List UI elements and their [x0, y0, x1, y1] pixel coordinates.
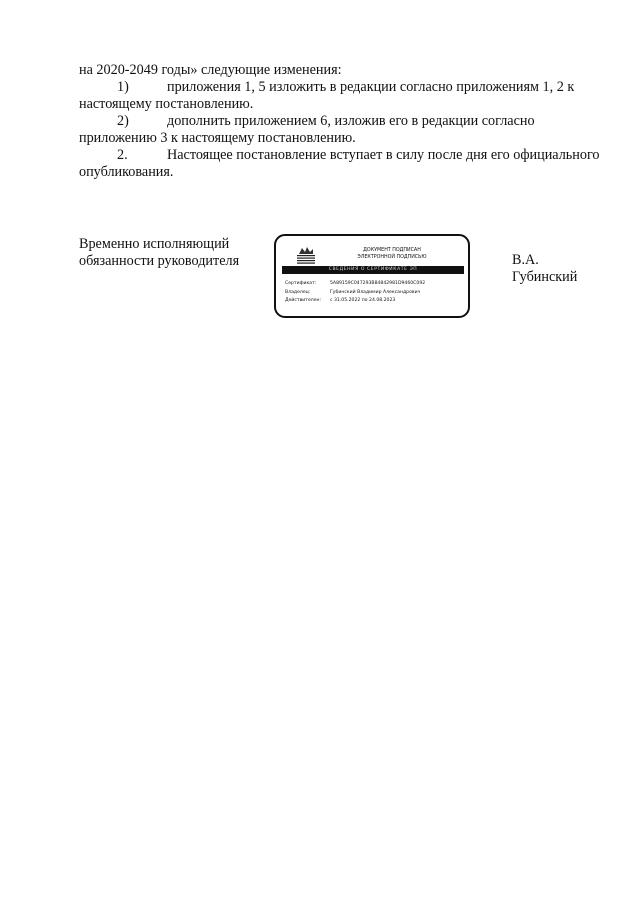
paragraph-item-2 — [79, 113, 609, 130]
stamp-title: ДОКУМЕНТ ПОДПИСАН ЭЛЕКТРОННОЙ ПОДПИСЬЮ — [357, 248, 427, 260]
coat-of-arms-icon — [296, 245, 316, 265]
item-3-line-2: опубликования. — [79, 164, 174, 180]
paragraph-item-1 — [79, 79, 609, 96]
item-1-line-1: приложения 1, 5 изложить в редакции согласно приложениям 1, 2 к — [167, 79, 575, 95]
paragraph-intro: на 2020-2049 годы» следующие изменения: — [79, 62, 342, 78]
stamp-certificate-header: СВЕДЕНИЯ О СЕРТИФИКАТЕ ЭП — [282, 266, 464, 274]
item-2-line-2: приложению 3 к настоящему постановлению. — [79, 130, 356, 146]
signer-position: Временно исполняющий обязанности руководителя — [79, 236, 240, 269]
electronic-signature-stamp — [274, 234, 470, 318]
item-number: 1) — [117, 79, 129, 95]
item-number: 2. — [117, 147, 128, 163]
item-number: 2) — [117, 113, 129, 129]
stamp-row-certificate: Сертификат: 5A89159C047293B84842981D9460C092 — [285, 281, 426, 286]
document-body — [79, 62, 609, 181]
item-1-line-2: настоящему постановлению. — [79, 96, 254, 112]
item-3-line-1: Настоящее постановление вступает в силу после дня его официального — [167, 147, 600, 163]
stamp-details — [285, 280, 425, 306]
stamp-row-validity: Действителен: с 31.05.2022 по 24.08.2023 — [285, 298, 396, 303]
signer-name: В.А. Губинский — [512, 252, 578, 285]
stamp-row-owner: Владелец: Губинский Владимир Александрович — [285, 289, 421, 295]
item-2-line-1: дополнить приложением 6, изложив его в редакции согласно — [167, 113, 535, 129]
paragraph-item-3 — [79, 147, 609, 164]
